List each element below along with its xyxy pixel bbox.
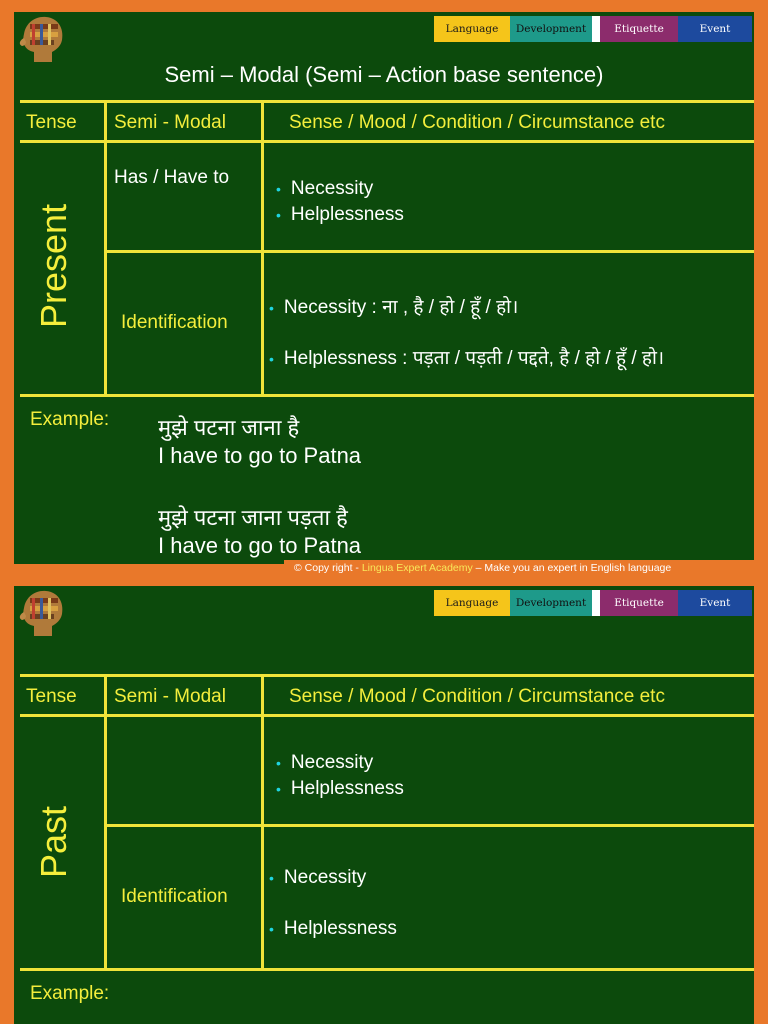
bullet-dot-icon: • xyxy=(276,181,281,197)
list-item: • Helplessness xyxy=(276,204,404,225)
modal-identification: Identification xyxy=(121,886,228,907)
bullet-dot-icon: • xyxy=(269,870,274,886)
list-item: • Necessity xyxy=(269,867,367,888)
nav-separator xyxy=(592,590,600,616)
head-bookshelf-logo-icon xyxy=(16,586,66,638)
tense-label-past: Past xyxy=(33,805,74,879)
nav-etiquette-tab[interactable]: Etiquette xyxy=(600,16,678,42)
table-line xyxy=(20,394,754,397)
table-line xyxy=(106,824,754,827)
table-line xyxy=(261,674,264,971)
slide-present xyxy=(14,12,754,564)
category-nav xyxy=(434,590,752,616)
tense-label-present: Present xyxy=(33,203,74,328)
modal-has-have-to: Has / Have to xyxy=(114,167,230,188)
list-item: • Necessity xyxy=(276,752,374,773)
category-nav xyxy=(434,16,752,42)
table-line xyxy=(106,250,754,253)
list-item: • Helplessness : पड़ता / पड़ती / पद्दते, है / हो / हूँ / हो। xyxy=(269,348,665,369)
example-line: I have to go to Patna xyxy=(158,533,362,558)
list-item: • Helplessness xyxy=(269,918,397,939)
table-line xyxy=(104,100,107,397)
table-line xyxy=(20,140,754,143)
header-sense: Sense / Mood / Condition / Circumstance etc xyxy=(289,112,665,133)
header-tense: Tense xyxy=(26,686,77,707)
copyright-bar: © Copy right - Lingua Expert Academy – Make you an expert in English language xyxy=(284,560,754,576)
nav-etiquette-tab[interactable]: Etiquette xyxy=(600,590,678,616)
bullet-dot-icon: • xyxy=(276,755,281,771)
head-bookshelf-logo-icon xyxy=(16,12,66,64)
table-line xyxy=(20,674,754,677)
list-item: • Helplessness xyxy=(276,778,404,799)
nav-development-tab[interactable]: Development xyxy=(510,590,592,616)
nav-separator xyxy=(592,16,600,42)
header-semi-modal: Semi - Modal xyxy=(114,112,226,133)
table-line xyxy=(20,714,754,717)
nav-development-tab[interactable]: Development xyxy=(510,16,592,42)
bullet-dot-icon: • xyxy=(276,207,281,223)
bullet-dot-icon: • xyxy=(269,921,274,937)
nav-language-tab[interactable]: Language xyxy=(434,16,510,42)
list-item: • Necessity : ना , है / हो / हूँ / हो। xyxy=(269,297,519,318)
example-label: Example: xyxy=(30,409,110,430)
example-line: I have to go to Patna xyxy=(158,443,362,468)
example-line: मुझे पटना जाना पड़ता है xyxy=(158,505,348,530)
slide-title: Semi – Modal (Semi – Action base sentence) xyxy=(164,62,604,87)
list-item: • Necessity xyxy=(276,178,374,199)
nav-event-tab[interactable]: Event xyxy=(678,16,752,42)
bullet-dot-icon: • xyxy=(269,351,274,367)
bullet-dot-icon: • xyxy=(276,781,281,797)
nav-language-tab[interactable]: Language xyxy=(434,590,510,616)
header-sense: Sense / Mood / Condition / Circumstance etc xyxy=(289,686,665,707)
nav-event-tab[interactable]: Event xyxy=(678,590,752,616)
example-label: Example: xyxy=(30,983,110,1004)
modal-identification: Identification xyxy=(121,312,228,333)
header-semi-modal: Semi - Modal xyxy=(114,686,226,707)
bullet-dot-icon: • xyxy=(269,300,274,316)
table-line xyxy=(20,968,754,971)
table-line xyxy=(261,100,264,397)
table-line xyxy=(104,674,107,971)
table-line xyxy=(20,100,754,103)
header-tense: Tense xyxy=(26,112,77,133)
slide-past xyxy=(14,586,754,1024)
example-line: मुझे पटना जाना है xyxy=(158,415,300,440)
